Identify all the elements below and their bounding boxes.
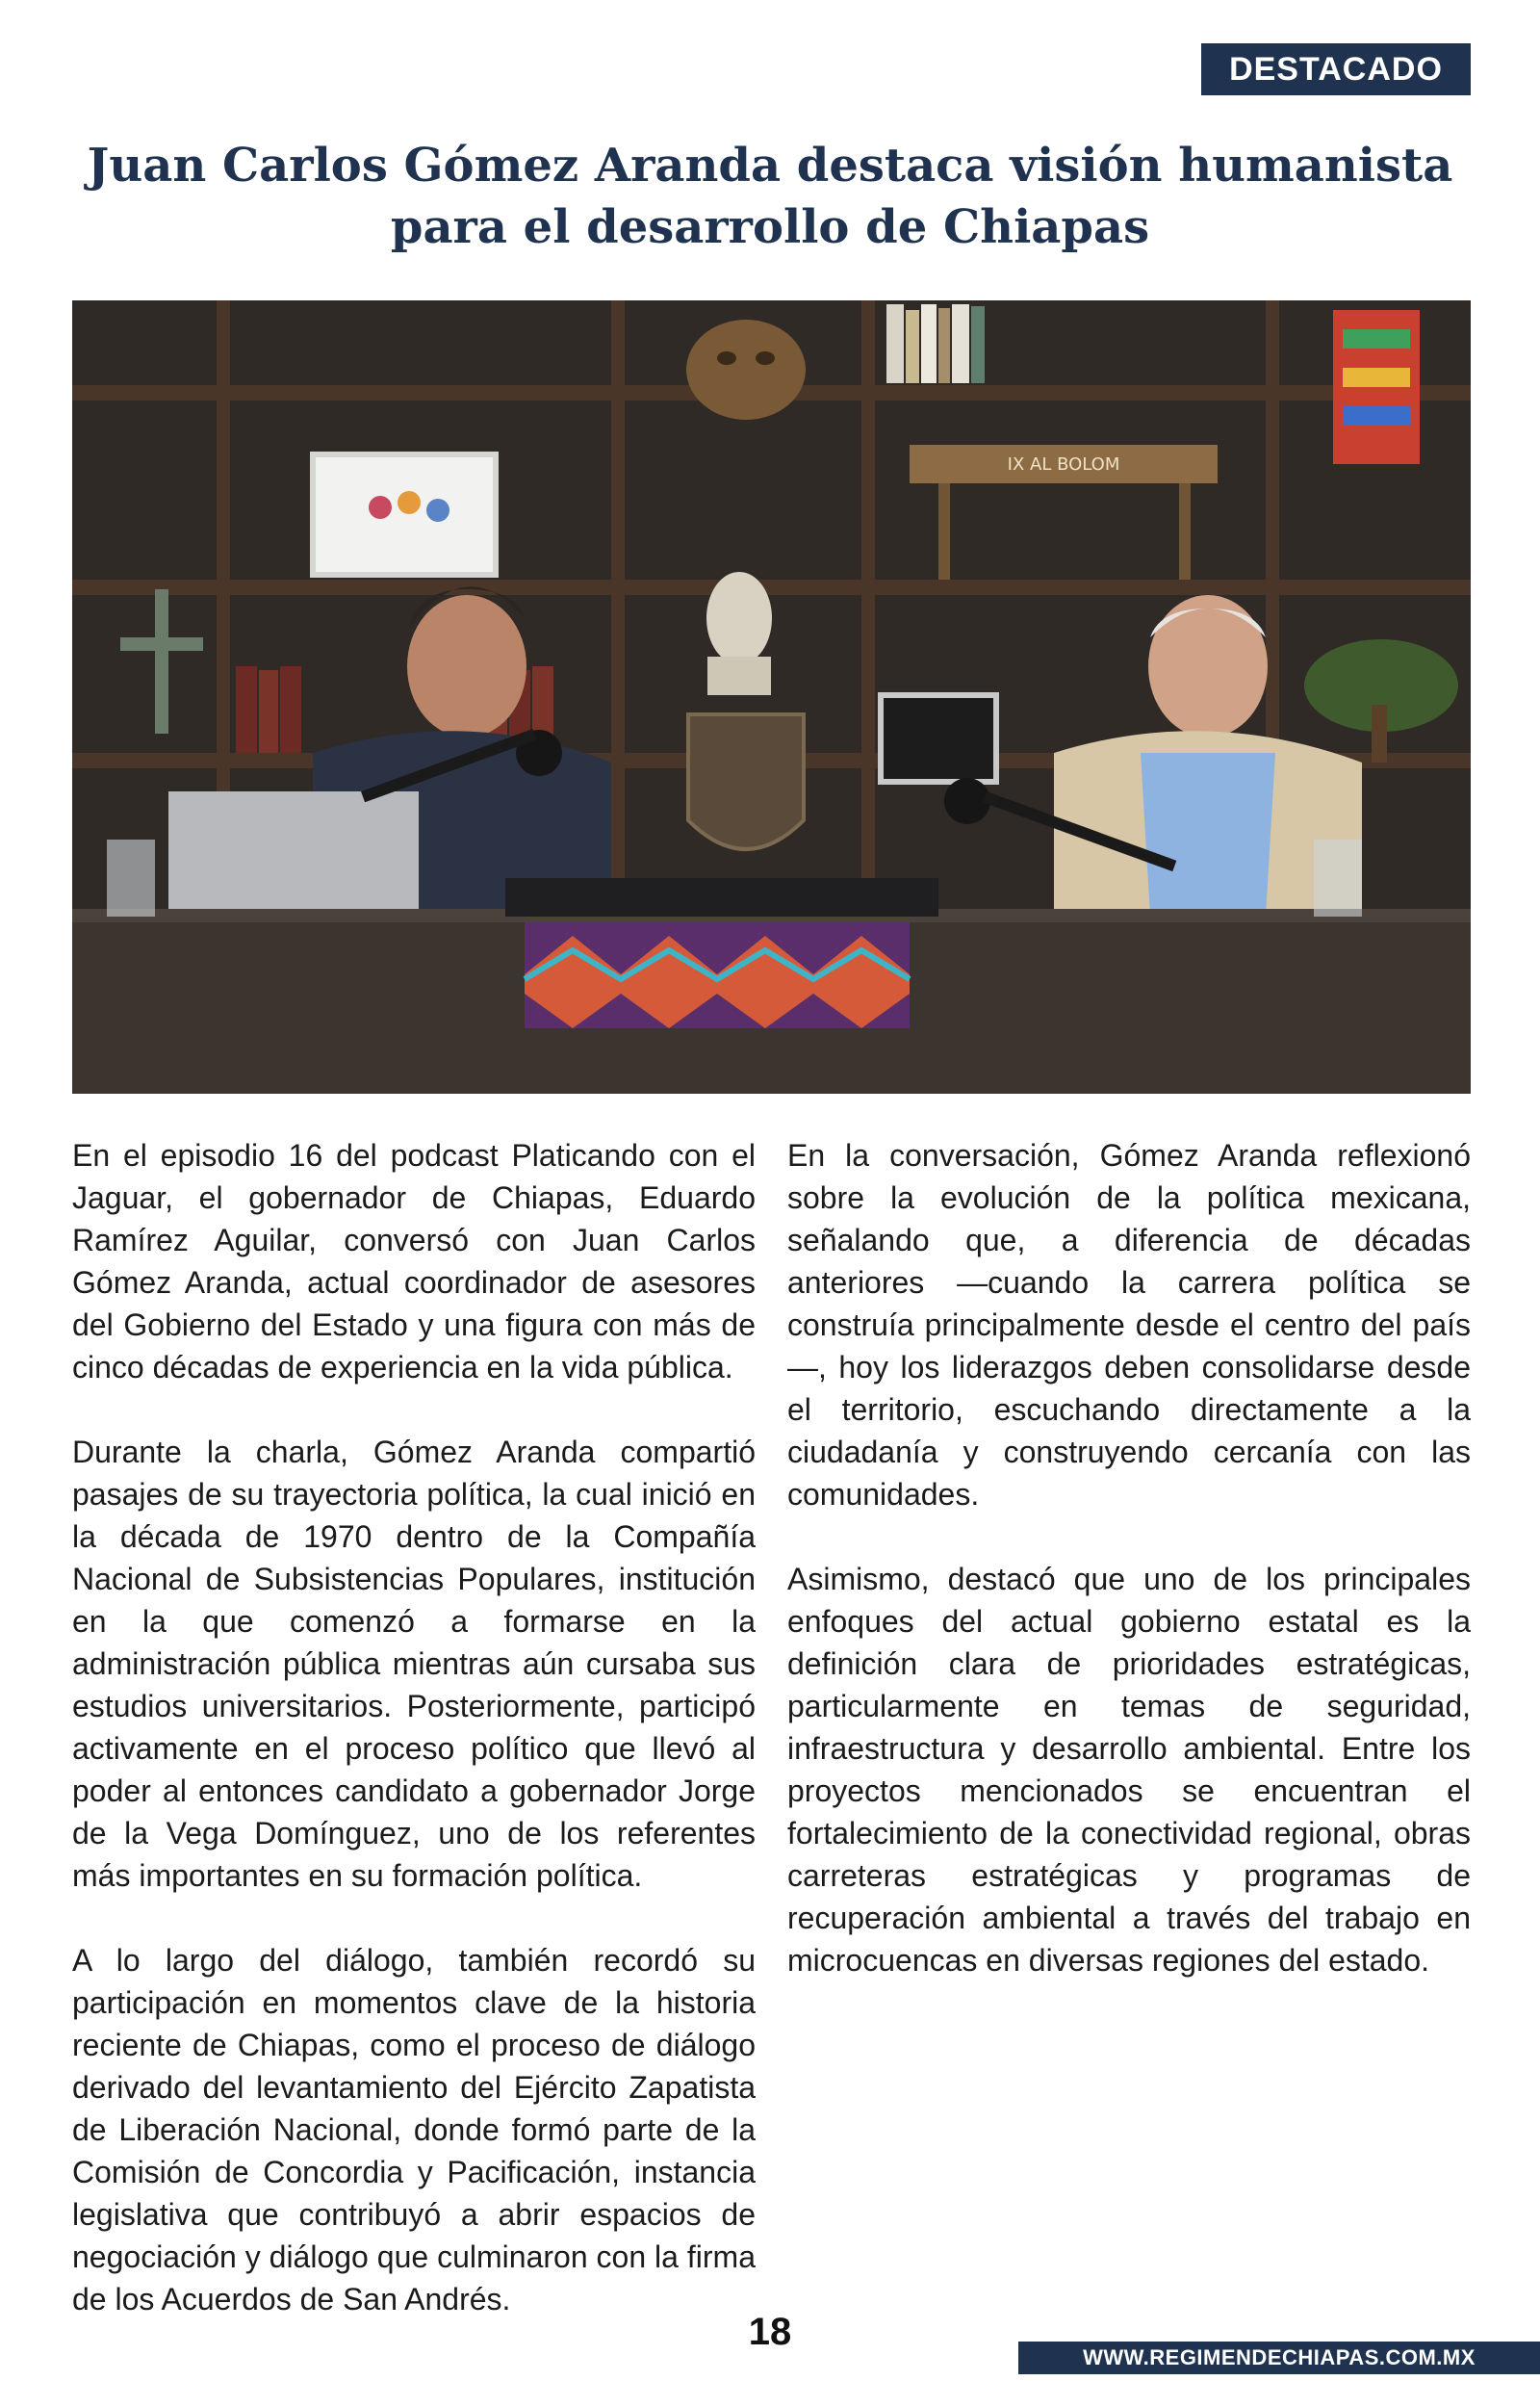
article-paragraph: Durante la charla, Gómez Aranda compartió pasajes de su trayectoria política, la cual inició en la década de 1970 dentro de la Compañía Nacional de Subsistencias Populares, institución en la que comenzó a formarse en la administración pública mientras aún cursaba sus estudios universitarios. Posteriormente, participó activamente en el proceso político que llevó al poder al entonces candidato a gobernador Jorge de la Vega Domínguez, uno de los referentes más importantes en su formación política. [72, 1435, 756, 1893]
page-number: 18 [748, 2311, 792, 2353]
website-link[interactable]: WWW.REGIMENDECHIAPAS.COM.MX [1018, 2342, 1540, 2374]
article-column-right [787, 1134, 1471, 2024]
article-headline: Juan Carlos Gómez Aranda destaca visión humanista para el desarrollo de Chiapas [87, 139, 1453, 254]
article-photo [72, 300, 1471, 1094]
article-paragraph: Asimismo, destacó que uno de los principales enfoques del actual gobierno estatal es la definición clara de prioridades estratégicas, particularmente en temas de seguridad, infraestructura y desarrollo ambiental. Entre los proyectos mencionados se encuentran el fortalecimiento de la conectividad regional, obras carreteras estratégicas y programas de recuperación ambiental a través del trabajo en microcuencas en diversas regiones del estado. [787, 1562, 1471, 1978]
article-paragraph: A lo largo del diálogo, también recordó su participación en momentos clave de la historia reciente de Chiapas, como el proceso de diálogo derivado del levantamiento del Ejército Zapatista de Liberación Nacional, donde formó parte de la Comisión de Concordia y Pacificación, instancia legislativa que contribuyó a abrir espacios de negociación y diálogo que culminaron con la firma de los Acuerdos de San Andrés. [72, 1943, 756, 2316]
article-column-left [72, 1134, 756, 2363]
podcast-studio-illustration [72, 300, 1471, 1094]
article-paragraph: En el episodio 16 del podcast Platicando con el Jaguar, el gobernador de Chiapas, Eduardo Ramírez Aguilar, conversó con Juan Carlos Gómez Aranda, actual coordinador de asesores del Gobierno del Estado y una figura con más de cinco décadas de experiencia en la vida pública. [72, 1138, 756, 1385]
article-paragraph: En la conversación, Gómez Aranda reflexionó sobre la evolución de la política mexicana, señalando que, a diferencia de décadas anteriores —cuando la carrera política se construía principalmente desde el centro del país—, hoy los liderazgos deben consolidarse desde el territorio, escuchando directamente a la ciudadanía y construyendo cercanía con las comunidades. [787, 1138, 1471, 1512]
shelf-plaque-text: IX AL BOLOM [1007, 454, 1120, 475]
section-badge: DESTACADO [1201, 43, 1471, 95]
